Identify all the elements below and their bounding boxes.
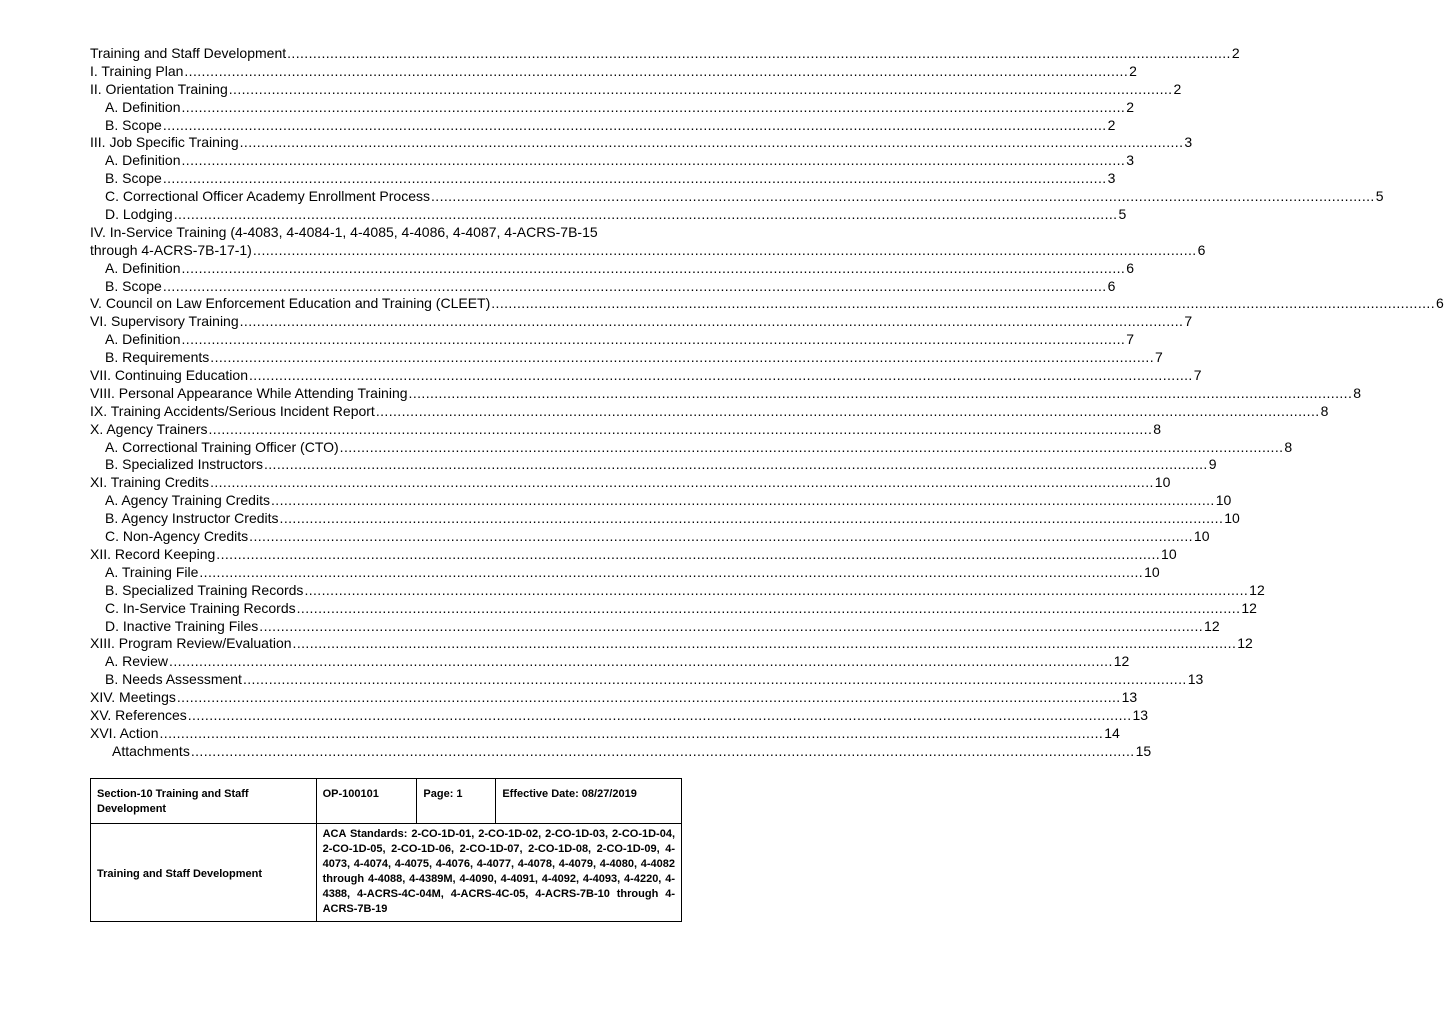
toc-entry-page: 12 [1204,617,1220,634]
page-number-cell: Page: 1 [417,779,496,824]
toc-entry [90,456,1217,474]
toc-entry-page: 3 [1107,170,1116,187]
toc-entry [90,438,1293,457]
toc-entry-label: VII. Continuing Education [90,367,248,384]
op-number-cell: OP-100101 [316,779,417,824]
toc-entry-page: 15 [1135,742,1152,759]
toc-entry-label: B. Needs Assessment [105,671,242,688]
toc-entry-page: 10 [1193,528,1210,545]
aca-standards-cell: ACA Standards: 2-CO-1D-01, 2-CO-1D-02, 2-CO-1D-03, 2-CO-1D-04, 2-CO-1D-05, 2-CO-1D-06, 2-CO-1D-07, 2-CO-1D-08, 2-CO-1D-09, 4-4073, 4-4074, 4-4075, 4-4076, 4-4077, 4-4078, 4-4079, 4-4080, 4-4082 through 4-4088, 4-4389M, 4-4090, 4-4091, 4-4092, 4-4093, 4-4220, 4-4388, 4-ACRS-4C-04M, 4-ACRS-4C-05, 4-ACRS-7B-10 through 4-ACRS-7B-19 [316,824,681,922]
toc-entry [90,474,1171,492]
toc-dot-leader: ............................................................................................................................................................................................................................ [249,528,1193,545]
toc-entry-label: D. Inactive Training Files [105,617,259,634]
toc-entry-page: 6 [1126,259,1135,276]
toc-dot-leader: ............................................................................................................................................................................................................................ [208,420,1153,437]
toc-entry [90,581,1265,600]
toc-dot-leader: ............................................................................................................................................................................................................................ [181,98,1126,115]
toc-dot-leader: ............................................................................................................................................................................................................................ [190,742,1135,759]
toc-entry-page: 10 [1161,545,1177,562]
toc-entry-page: 10 [1224,510,1240,527]
toc-dot-leader: ............................................................................................................................................................................................................................ [292,635,1237,652]
toc-entry-label: II. Orientation Training [90,80,228,97]
toc-entry-label: A. Agency Training Credits [105,492,270,509]
toc-entry-label: B. Specialized Instructors [105,456,263,473]
toc-entry-label: B. Agency Instructor Credits [105,510,279,527]
toc-entry-label: A. Correctional Training Officer (CTO) [105,438,339,455]
toc-entry-label: A. Definition [105,331,181,348]
toc-dot-leader: ............................................................................................................................................................................................................................ [259,617,1204,634]
toc-entry-page: 13 [1121,689,1138,706]
toc-entry [90,331,1135,349]
toc-entry [90,313,1193,331]
toc-entry-label: XII. Record Keeping [90,545,216,562]
toc-entry-page: 10 [1215,492,1232,509]
toc-dot-leader: ............................................................................................................................................................................................................................ [162,116,1107,133]
toc-dot-leader: ............................................................................................................................................................................................................................ [249,367,1193,384]
toc-entry-label: C. Correctional Officer Academy Enrollment Process [105,188,430,205]
toc-entry-page: 6 [1436,295,1444,312]
toc-entry [90,367,1202,385]
toc-dot-leader: ............................................................................................................................................................................................................................ [199,563,1144,580]
toc-entry-page: 10 [1144,563,1160,580]
toc-entry-label: VIII. Personal Appearance While Attending Training [90,384,408,401]
toc-entry [90,599,1257,618]
toc-dot-leader: ............................................................................................................................................................................................................................ [239,134,1184,151]
toc-entry-label: XIII. Program Review/Evaluation [90,635,292,652]
toc-dot-leader: ............................................................................................................................................................................................................................ [491,295,1435,312]
toc-dot-leader: ............................................................................................................................................................................................................................ [159,724,1104,741]
toc-entry [90,116,1116,135]
toc-dot-leader: ............................................................................................................................................................................................................................ [263,456,1208,473]
toc-entry-label: XIV. Meetings [90,689,176,706]
toc-entry-page: 10 [1154,474,1171,491]
toc-dot-leader: ............................................................................................................................................................................................................................ [181,152,1126,169]
toc-entry-label: B. Scope [105,170,162,187]
toc-dot-leader: ............................................................................................................................................................................................................................ [169,653,1113,670]
toc-entry [90,98,1135,117]
toc-entry-label: A. Definition [105,259,181,276]
toc-entry-page: 7 [1184,313,1193,330]
toc-entry-page: 5 [1118,206,1127,223]
toc-entry [90,295,1444,313]
toc-entry-label: B. Scope [105,116,162,133]
toc-entry-page: 8 [1284,438,1293,455]
toc-entry-label: Training and Staff Development [90,45,287,61]
toc-entry [90,188,1384,206]
toc-entry [90,724,1120,743]
toc-dot-leader: ............................................................................................................................................................................................................................ [210,349,1155,366]
toc-entry-page: 13 [1132,706,1149,723]
toc-entry-page: 6 [1107,277,1116,294]
toc-entry [90,277,1116,296]
toc-entry-page: 2 [1173,80,1182,97]
toc-dot-leader: ............................................................................................................................................................................................................................ [279,510,1224,527]
toc-entry [90,224,682,242]
toc-dot-leader: ............................................................................................................................................................................................................................ [162,170,1107,187]
toc-entry-label: C. In-Service Training Records [105,599,296,616]
toc-dot-leader: ............................................................................................................................................................................................................................ [181,259,1126,276]
toc-dot-leader: ............................................................................................................................................................................................................................ [408,384,1353,401]
toc-entry-page: 7 [1193,367,1202,384]
toc-dot-leader: ............................................................................................................................................................................................................................ [296,599,1241,616]
toc-dot-leader: ............................................................................................................................................................................................................................ [304,581,1249,598]
toc-entry-label: C. Non-Agency Credits [105,528,249,545]
toc-entry [90,170,1116,188]
toc-entry-label: XI. Training Credits [90,474,210,491]
toc-entry-label: A. Definition [105,98,181,115]
toc-entry [90,402,1329,421]
toc-dot-leader: ............................................................................................................................................................................................................................ [187,706,1132,723]
toc-entry [90,742,1152,761]
toc-entry [90,653,1130,671]
toc-entry-page: 8 [1153,420,1162,437]
toc-entry-page: 13 [1187,671,1204,688]
toc-entry [90,241,1206,260]
toc-entry-label: D. Lodging [105,206,173,223]
toc-dot-leader: ............................................................................................................................................................................................................................ [270,492,1215,509]
toc-dot-leader: ............................................................................................................................................................................................................................ [176,689,1121,706]
toc-dot-leader: ............................................................................................................................................................................................................................ [239,313,1184,330]
toc-dot-leader: ............................................................................................................................................................................................................................ [210,474,1154,491]
toc-entry-label: I. Training Plan [90,62,184,79]
toc-entry-label: X. Agency Trainers [90,420,208,437]
toc-entry-page: 3 [1126,152,1135,169]
toc-entry-label: through 4-ACRS-7B-17-1) [90,241,252,258]
toc-entry-label: V. Council on Law Enforcement Education and Training (CLEET) [90,295,491,312]
toc-dot-leader: ............................................................................................................................................................................................................................ [173,206,1118,223]
toc-entry [90,492,1232,510]
toc-dot-leader: ............................................................................................................................................................................................................................ [162,277,1107,294]
section-cell: Section-10 Training and Staff Development [91,779,317,824]
toc-entry [90,349,1163,367]
toc-entry [90,528,1210,546]
toc-entry-page: 12 [1237,635,1253,652]
toc-entry [90,689,1138,707]
policy-title-cell: Training and Staff Development [91,824,317,922]
toc-entry-label: Attachments [112,742,190,759]
toc-entry [90,80,1182,99]
toc-entry [90,563,1160,582]
toc-entry-page: 14 [1104,724,1120,741]
toc-entry [90,510,1240,528]
toc-entry [90,635,1253,653]
toc-entry-page: 8 [1320,402,1329,419]
toc-entry [90,45,1240,63]
toc-entry-page: 7 [1126,331,1135,348]
toc-entry-label: B. Scope [105,277,162,294]
toc-entry-label: IV. In-Service Training (4-4083, 4-4084-1, 4-4085, 4-4086, 4-4087, 4-ACRS-7B-15 [90,223,598,240]
toc-entry [90,420,1162,439]
toc-entry-page: 5 [1375,188,1384,205]
toc-entry-page: 2 [1126,98,1135,115]
toc-entry-page: 2 [1129,62,1137,79]
toc-entry-page: 12 [1113,653,1130,670]
toc-entry-page: 12 [1249,581,1265,598]
toc-entry-label: IX. Training Accidents/Serious Incident Report [90,402,375,419]
effective-date-cell: Effective Date: 08/27/2019 [496,779,682,824]
policy-header-table [90,778,682,922]
toc-dot-leader: ............................................................................................................................................................................................................................ [184,62,1129,79]
toc-entry [90,545,1177,564]
toc-entry-page: 9 [1208,456,1217,473]
toc-entry [90,62,1137,81]
toc-entry [90,206,1127,224]
table-of-contents [90,45,1444,761]
toc-dot-leader: ............................................................................................................................................................................................................................ [228,80,1173,97]
toc-dot-leader: ............................................................................................................................................................................................................................ [252,241,1197,258]
toc-entry [90,617,1220,636]
toc-entry-page: 2 [1231,45,1240,61]
toc-dot-leader: ............................................................................................................................................................................................................................ [181,331,1126,348]
toc-dot-leader: ............................................................................................................................................................................................................................ [430,188,1375,205]
toc-entry-label: VI. Supervisory Training [90,313,239,330]
toc-entry [90,706,1149,725]
toc-entry [90,134,1193,152]
toc-entry-page: 2 [1107,116,1116,133]
toc-entry-label: XV. References [90,706,187,723]
toc-entry [90,152,1135,170]
toc-dot-leader: ............................................................................................................................................................................................................................ [242,671,1187,688]
toc-entry [90,671,1204,689]
toc-entry-page: 6 [1197,241,1206,258]
toc-entry-label: A. Definition [105,152,181,169]
toc-dot-leader: ............................................................................................................................................................................................................................ [339,438,1284,455]
toc-entry-page: 7 [1155,349,1163,366]
toc-dot-leader: ............................................................................................................................................................................................................................ [216,545,1161,562]
toc-entry-label: A. Training File [105,563,199,580]
toc-entry-page: 3 [1184,134,1193,151]
toc-entry-page: 8 [1353,384,1362,401]
toc-entry-label: B. Specialized Training Records [105,581,304,598]
toc-entry-label: B. Requirements [105,349,210,366]
toc-entry [90,384,1362,403]
toc-entry [90,259,1135,278]
toc-entry-label: A. Review [105,653,169,670]
toc-entry-label: XVI. Action [90,724,159,741]
toc-dot-leader: ............................................................................................................................................................................................................................ [287,45,1231,61]
toc-entry-page: 12 [1241,599,1257,616]
toc-entry-label: III. Job Specific Training [90,134,239,151]
toc-dot-leader: ............................................................................................................................................................................................................................ [375,402,1320,419]
